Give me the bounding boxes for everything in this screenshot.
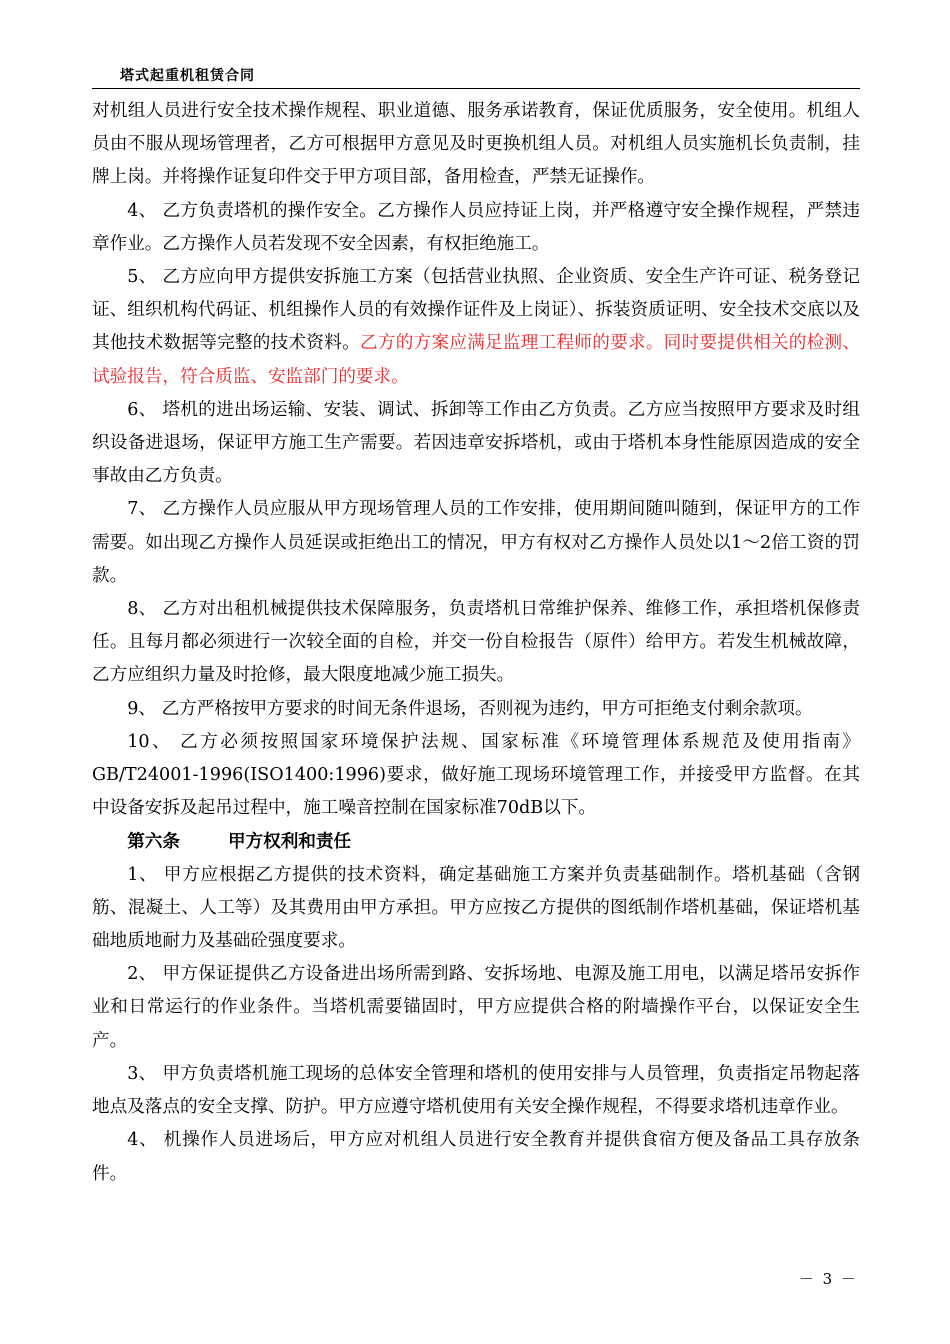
section-six-item-4: 4、 机操作人员进场后，甲方应对机组人员进行安全教育并提供食宿方便及备品工具存放条件。	[92, 1130, 860, 1184]
document-body	[92, 95, 860, 1191]
paragraph-item-10: 10、 乙方必须按照国家环境保护法规、国家标准《环境管理体系规范及使用指南》GB/T24001-1996(ISO1400:1996)要求，做好施工现场环境管理工作，并接受甲方监督。在其中设备安拆及起吊过程中，施工噪音控制在国家标准70dB以下。	[92, 731, 860, 819]
page-header	[92, 62, 860, 89]
paragraph-item-5	[92, 261, 860, 394]
paragraph-item-9: 9、 乙方严格按甲方要求的时间无条件退场，否则视为违约，甲方可拒绝支付剩余款项。	[127, 698, 813, 719]
section-six-item-1: 1、 甲方应根据乙方提供的技术资料，确定基础施工方案并负责基础制作。塔机基础（含钢筋、混凝土、人工等）及其费用由甲方承担。甲方应按乙方提供的图纸制作塔机基础，保证塔机基础地质地耐力及基础砼强度要求。	[92, 864, 860, 952]
paragraph-item-5-highlight: 乙方的方案应满足监理工程师的要求。同时要提供相关的检测、试验报告，符合质监、安监部门的要求。	[92, 333, 860, 387]
section-six-title: 甲方权利和责任	[227, 831, 352, 853]
page-number: － 3 －	[798, 1270, 858, 1288]
paragraph-continuation: 对机组人员进行安全技术操作规程、职业道德、服务承诺教育，保证优质服务，安全使用。机组人员由不服从现场管理者，乙方可根据甲方意见及时更换机组人员。对机组人员实施机长负责制，挂牌上岗。并将操作证复印件交于甲方项目部，备用检查，严禁无证操作。	[92, 101, 860, 188]
section-six-heading	[92, 825, 860, 858]
paragraph-item-8: 8、 乙方对出租机械提供技术保障服务，负责塔机日常维护保养、维修工作，承担塔机保修责任。且每月都必须进行一次较全面的自检，并交一份自检报告（原件）给甲方。若发生机械故障，乙方应组织力量及时抢修，最大限度地减少施工损失。	[92, 599, 860, 686]
section-six-item-2: 2、 甲方保证提供乙方设备进出场所需到路、安拆场地、电源及施工用电，以满足塔吊安拆作业和日常运行的作业条件。当塔机需要锚固时，甲方应提供合格的附墙操作平台，以保证安全生产。	[92, 964, 860, 1051]
document-title: 塔式起重机租赁合同	[120, 68, 255, 84]
section-six-article: 第六条	[127, 831, 180, 853]
paragraph-item-4: 4、 乙方负责塔机的操作安全。乙方操作人员应持证上岗，并严格遵守安全操作规程，严禁违章作业。乙方操作人员若发现不安全因素，有权拒绝施工。	[92, 200, 860, 254]
paragraph-item-5-text: 5、 乙方应向甲方提供安拆施工方案（包括营业执照、企业资质、安全生产许可证、税务登记证、组织机构代码证、机组操作人员的有效操作证件及上岗证）、拆装资质证明、安全技术交底以及其他技术数据等完整的技术资料。	[92, 267, 860, 354]
paragraph-item-7: 7、 乙方操作人员应服从甲方现场管理人员的工作安排，使用期间随叫随到，保证甲方的工作需要。如出现乙方操作人员延误或拒绝出工的情况，甲方有权对乙方操作人员处以1～2倍工资的罚款。	[92, 499, 860, 586]
section-six-item-3: 3、 甲方负责塔机施工现场的总体安全管理和塔机的使用安排与人员管理，负责指定吊物起落地点及落点的安全支撑、防护。甲方应遵守塔机使用有关安全操作规程，不得要求塔机违章作业。	[92, 1063, 860, 1118]
paragraph-item-6: 6、 塔机的进出场运输、安装、调试、拆卸等工作由乙方负责。乙方应当按照甲方要求及时组织设备进退场，保证甲方施工生产需要。若因违章安拆塔机，或由于塔机本身性能原因造成的安全事故由乙方负责。	[92, 399, 860, 487]
